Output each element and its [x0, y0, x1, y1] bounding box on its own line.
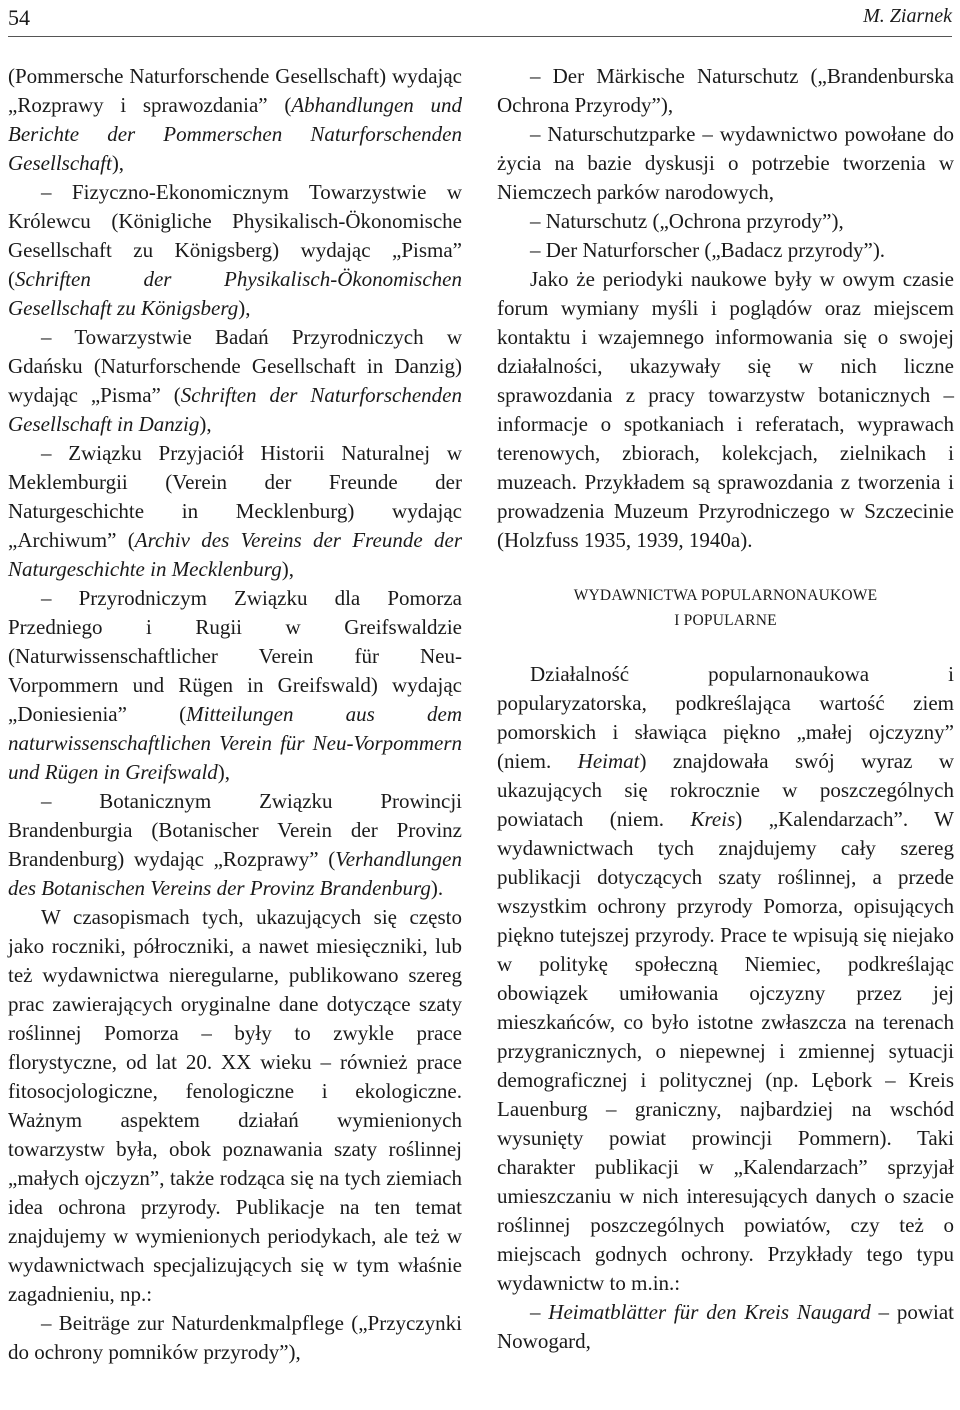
paragraph: – Botanicznym Związku Prowincji Brandenburgia (Botanischer Verein der Provinz Brandenburg) wydając „Rozprawy” (Verhandlungen des Botanischen Vereins der Provinz Brandenburg).: [8, 789, 462, 900]
paragraph: W czasopismach tych, ukazujących się często jako roczniki, półroczniki, a nawet miesięczniki, lub też wydawnictwa nieregularne, publikowano szereg prac zawierających oryginalne dane dotyczące szaty roślinnej Pomorza – były to zwykle prace florystyczne, od lat 20. XX wieku – również prace fitosocjologiczne, fenologiczne i ekologiczne. Ważnym aspektem działań wymienionych towarzystw była, obok poznawania szaty roślinnej „małych ojczyzn”, także rodząca się na tych ziemiach idea ochrona przyrody. Publikacje na ten temat znajdujemy w wymienionych periodykach, ale też w wydawnictwach specjalizujących się w tym właśnie zagadnieniu, np.:: [8, 905, 462, 1306]
paragraph: – Heimatblätter für den Kreis Naugard – powiat Nowogard,: [497, 1300, 954, 1353]
paragraph: Działalność popularnonaukowa i popularyzatorska, podkreślająca wartość ziem pomorskich i sławiąca piękno „małej ojczyzny” (niem. Heimat) znajdowała swój wyraz w ukazujących się rokrocznie w poszczególnych powiatach (niem. Kreis) „Kalendarzach”. W wydawnictwach tych znajdujemy cały szereg publikacji dotyczących szaty roślinnej, a przede wszystkim ochrony przyrody Pomorza, opisujących piękno tutejszej przyrody. Prace te wpisują się niejako w politykę społeczną Niemiec, podkreślając obowiązek umiłowania ojczyzny przez jej mieszkańców, co było istotne zwłaszcza na terenach przygranicznych, o niepewnej i zmiennej sytuacji demograficznej i politycznej (np. Lębork – Kreis Lauenburg – graniczny, najbardziej na wschód wysunięty powiat prowincji Pommern). Taki charakter publikacji w „Kalendarzach” sprzyjał umieszczaniu w nich interesujących danych o szacie roślinnej poszczególnych powiatów, czy też o miejscach godnych ochrony. Przykłady tego typu wydawnictw to m.in.:: [497, 662, 955, 1295]
paragraph: – Naturschutzparke – wydawnictwo powołane do życia na bazie dyskusji o potrzebie tworzenia w Niemczech parków narodowych,: [497, 122, 954, 204]
paragraph: – Towarzystwie Badań Przyrodniczych w Gdańsku (Naturforschende Gesellschaft in Danzig) wydając „Pisma” (Schriften der Naturforschenden Gesellschaft in Danzig),: [8, 325, 462, 436]
section-heading-line: I POPULARNE: [674, 612, 777, 629]
page-number: 54: [8, 5, 30, 30]
paragraph: Jako że periodyki naukowe były w owym czasie forum wymiany myśli i poglądów oraz miejscem kontaktu i wzajemnego informowania się o swojej działalności, ukazywały się w nich liczne sprawozdania z pracy towarzystw botanicznych – informacje o spotkaniach i referatach, wyprawach terenowych, zbiorach, kolekcjach, zielnikach i muzeach. Przykładem są sprawozdania z tworzenia i prowadzenia Muzeum Przyrodniczego w Szczecinie (Holzfuss 1935, 1939, 1940a).: [497, 267, 954, 552]
running-header: [8, 6, 952, 37]
paragraph: (Pommersche Naturforschende Gesellschaft) wydając „Rozprawy i sprawozdania” (Abhandlungen und Berichte der Pommerschen Naturforschenden Gesellschaft),: [8, 64, 462, 175]
left-column: [8, 62, 462, 1367]
paragraph: – Przyrodniczym Związku dla Pomorza Przedniego i Rugii w Greifswaldzie (Naturwissenschaftlicher Verein für Neu-Vorpommern und Rügen in Greifswald) wydając „Doniesienia” (Mitteilungen aus dem naturwissenschaftlichen Verein für Neu-Vorpommern und Rügen in Greifswald),: [8, 586, 462, 784]
section-heading: [497, 583, 954, 633]
paragraph: – Der Märkische Naturschutz („Brandenburska Ochrona Przyrody”),: [497, 64, 954, 117]
running-author: M. Ziarnek: [863, 5, 952, 27]
right-column: [497, 62, 954, 1356]
paragraph: – Fizyczno-Ekonomicznym Towarzystwie w Królewcu (Königliche Physikalisch-Ökonomische Gesellschaft zu Königsberg) wydając „Pisma” (Schriften der Physikalisch-Ökonomischen Gesellschaft zu Königsberg),: [8, 180, 462, 320]
paragraph: – Naturschutz („Ochrona przyrody”),: [530, 209, 844, 233]
paragraph: – Beiträge zur Naturdenkmalpflege („Przyczynki do ochrony pomników przyrody”),: [8, 1311, 462, 1364]
paragraph: – Der Naturforscher („Badacz przyrody”).: [530, 238, 886, 262]
paragraph: – Związku Przyjaciół Historii Naturalnej w Meklemburgii (Verein der Freunde der Naturgeschichte in Mecklenburg) wydając „Archiwum” (Archiv des Vereins der Freunde der Naturgeschichte in Mecklenburg),: [8, 441, 462, 581]
section-heading-line: WYDAWNICTWA POPULARNONAUKOWE: [573, 587, 878, 604]
